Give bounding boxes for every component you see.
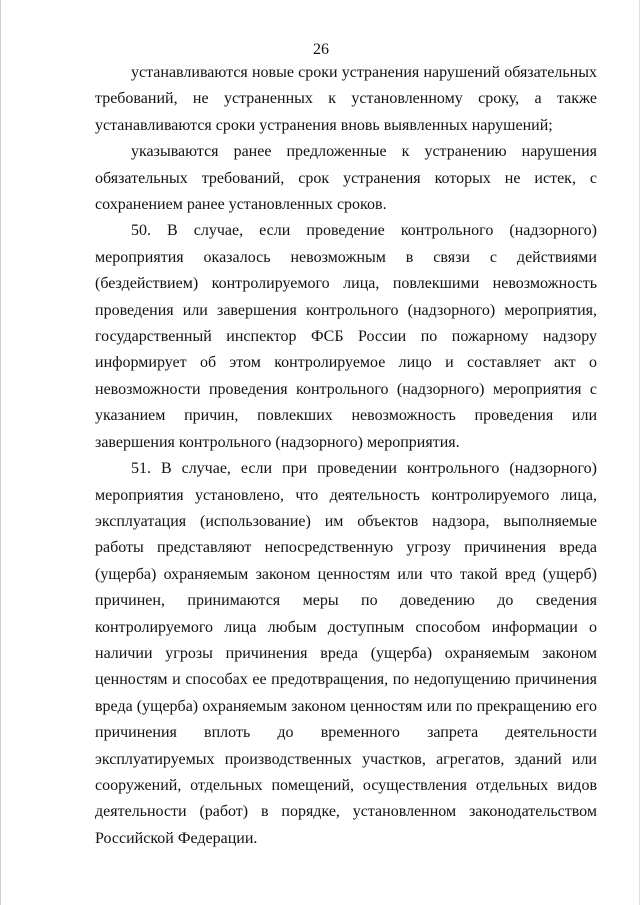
page-number: 26	[313, 41, 329, 58]
paragraph-50: 50. В случае, если проведение контрольного (надзорного) мероприятия оказалось невозможным в связи с действиями (бездействием) контролируемого лица, повлекшими невозможность проведения или завершения контрольного (надзорного) мероприятия, государственный инспектор ФСБ России по пожарному надзору информирует об этом контролируемое лицо и составляет акт о невозможности проведения контрольного (надзорного) мероприятия с указанием причин, повлекших невозможность проведения или завершения контрольного (надзорного) мероприятия.	[95, 222, 597, 451]
paragraph-continuation-new-deadlines: устанавливаются новые сроки устранения нарушений обязательных требований, не устраненных к установленному сроку, а также устанавливаются сроки устранения вновь выявленных нарушений;	[95, 64, 597, 134]
paragraph-51: 51. В случае, если при проведении контрольного (надзорного) мероприятия установлено, что деятельность контролируемого лица, эксплуатация (использование) им объектов надзора, выполняемые работы представляют непосредственную угрозу причинения вреда (ущерба) охраняемым законом ценностям или что такой вред (ущерб) причинен, принимаются меры по доведению до сведения контролируемого лица любым доступным способом информации о наличии угрозы причинения вреда (ущерба) охраняемым законом ценностям и способах ее предотвращения, по недопущению причинения вреда (ущерба) охраняемым законом ценностям или по прекращению его причинения вплоть до временного запрета деятельности эксплуатируемых производственных участков, агрегатов, зданий или сооружений, отдельных помещений, осуществления отдельных видов деятельности (работ) в порядке, установленном законодательством Российской Федерации.	[95, 460, 597, 847]
paragraph-previously-proposed-violations: указываются ранее предложенные к устранению нарушения обязательных требований, срок устранения которых не истек, с сохранением ранее установленных сроков.	[95, 143, 597, 214]
document-body	[95, 60, 597, 852]
